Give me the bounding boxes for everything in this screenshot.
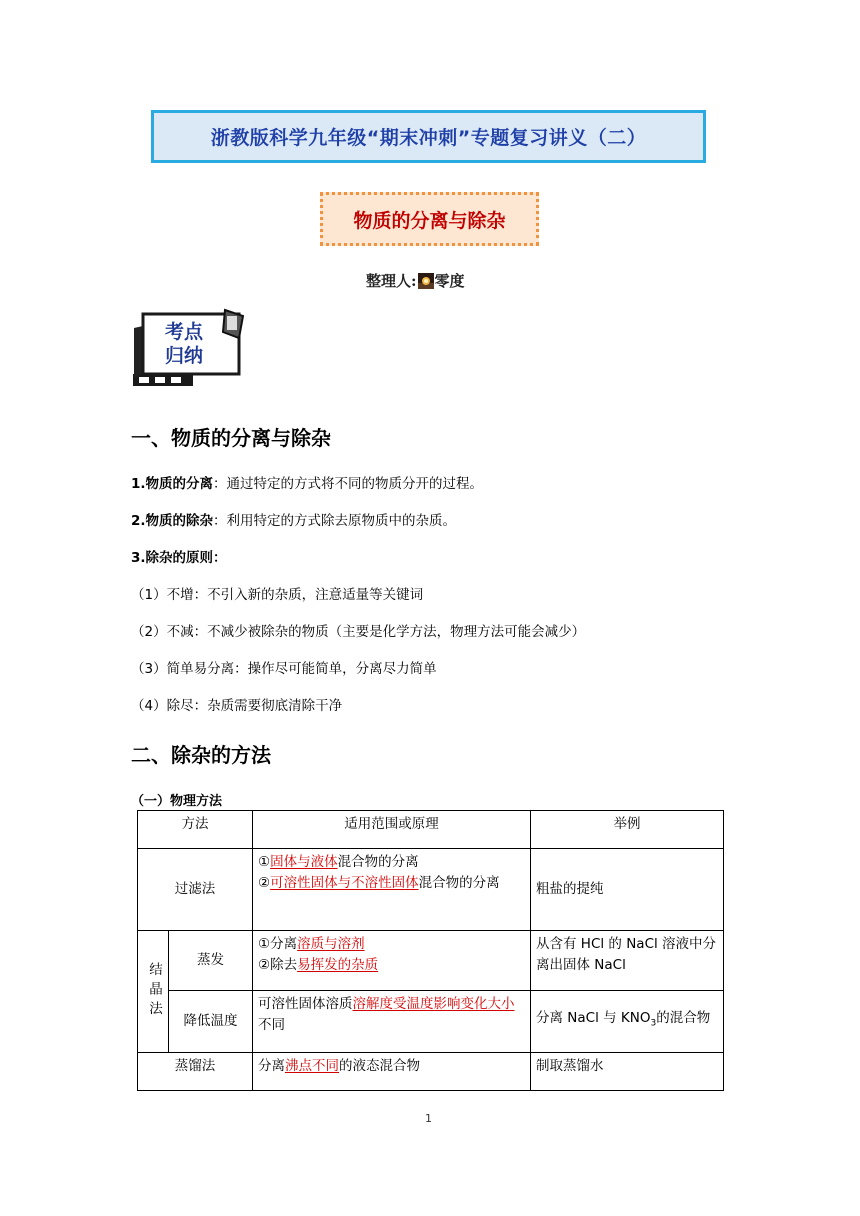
definition-impurity-text: ：利用特定的方式除去原物质中的杂质。 [213, 513, 457, 529]
keyword-highlight: 易挥发的杂质 [297, 957, 379, 973]
keyword-highlight: 溶解度受温度影响变化大小 [352, 996, 515, 1012]
principle-item: （4）除尽：杂质需要彻底清除干净 [131, 698, 343, 714]
header-method: 方法 [138, 811, 253, 849]
example-filtration: 粗盐的提纯 [531, 849, 724, 931]
example-evaporation: 从含有 HCl 的 NaCl 溶液中分离出固体 NaCl [531, 931, 724, 991]
table-row-evaporation [138, 931, 724, 991]
page-number: 1 [425, 1112, 432, 1125]
table-row-distillation [138, 1053, 724, 1091]
table-row-cooling [138, 991, 724, 1053]
document-title-box [151, 110, 706, 163]
organizer-avatar-icon [418, 273, 434, 289]
method-crystallization: 结晶法 [138, 931, 169, 1053]
example-distillation: 制取蒸馏水 [531, 1053, 724, 1091]
section-1-heading: 一、物质的分离与除杂 [131, 426, 331, 450]
scope-evaporation: ①分离溶质与溶剂 ②除去易挥发的杂质 [253, 931, 531, 991]
organizer-line [366, 270, 465, 291]
scope-cooling: 可溶性固体溶质溶解度受温度影响变化大小不同 [253, 991, 531, 1053]
keyword-highlight: 沸点不同 [285, 1058, 339, 1074]
section-2-heading: 二、除杂的方法 [131, 743, 271, 767]
badge-line-2: 归纳 [165, 345, 204, 367]
definition-impurity-term: 2.物质的除杂 [131, 513, 214, 529]
physical-methods-table [137, 810, 724, 1091]
principle-item: （2）不减：不减少被除杂的物质（主要是化学方法，物理方法可能会减少） [131, 624, 586, 640]
organizer-label: 整理人: [366, 272, 417, 290]
table-header-row [138, 811, 724, 849]
keyword-highlight: 可溶性固体与不溶性固体 [270, 875, 419, 891]
topic-title: 物质的分离与除杂 [353, 209, 506, 232]
method-filtration: 过滤法 [138, 849, 253, 931]
header-scope: 适用范围或原理 [253, 811, 531, 849]
keyword-highlight: 溶质与溶剂 [297, 936, 365, 952]
definition-separation-term: 1.物质的分离 [131, 476, 214, 492]
method-cooling: 降低温度 [169, 991, 253, 1053]
organizer-name: 零度 [434, 272, 465, 290]
keyword-highlight: 固体与液体 [270, 854, 338, 870]
scope-filtration: ①固体与液体混合物的分离 ②可溶性固体与不溶性固体混合物的分离 [253, 849, 531, 931]
definition-separation [131, 472, 483, 492]
table-row-filtration [138, 849, 724, 931]
principles-heading: 3.除杂的原则： [131, 550, 227, 566]
badge-line-1: 考点 [165, 321, 204, 343]
topic-title-box [320, 192, 539, 246]
document-title: 浙教版科学九年级“期末冲刺”专题复习讲义（二） [210, 127, 647, 149]
method-evaporation: 蒸发 [169, 931, 253, 991]
principle-item: （1）不增：不引入新的杂质，注意适量等关键词 [131, 587, 424, 603]
scope-distillation: 分离沸点不同的液态混合物 [253, 1053, 531, 1091]
header-example: 举例 [531, 811, 724, 849]
physical-methods-heading: （一）物理方法 [131, 794, 223, 809]
principle-item: （3）简单易分离：操作尽可能简单，分离尽力简单 [131, 661, 437, 677]
definition-separation-text: ：通过特定的方式将不同的物质分开的过程。 [213, 476, 484, 492]
definition-impurity-removal [131, 509, 456, 529]
method-distillation: 蒸馏法 [138, 1053, 253, 1091]
example-cooling: 分离 NaCl 与 $KNO_3$的混合物 [531, 991, 724, 1053]
key-points-badge [131, 308, 247, 388]
